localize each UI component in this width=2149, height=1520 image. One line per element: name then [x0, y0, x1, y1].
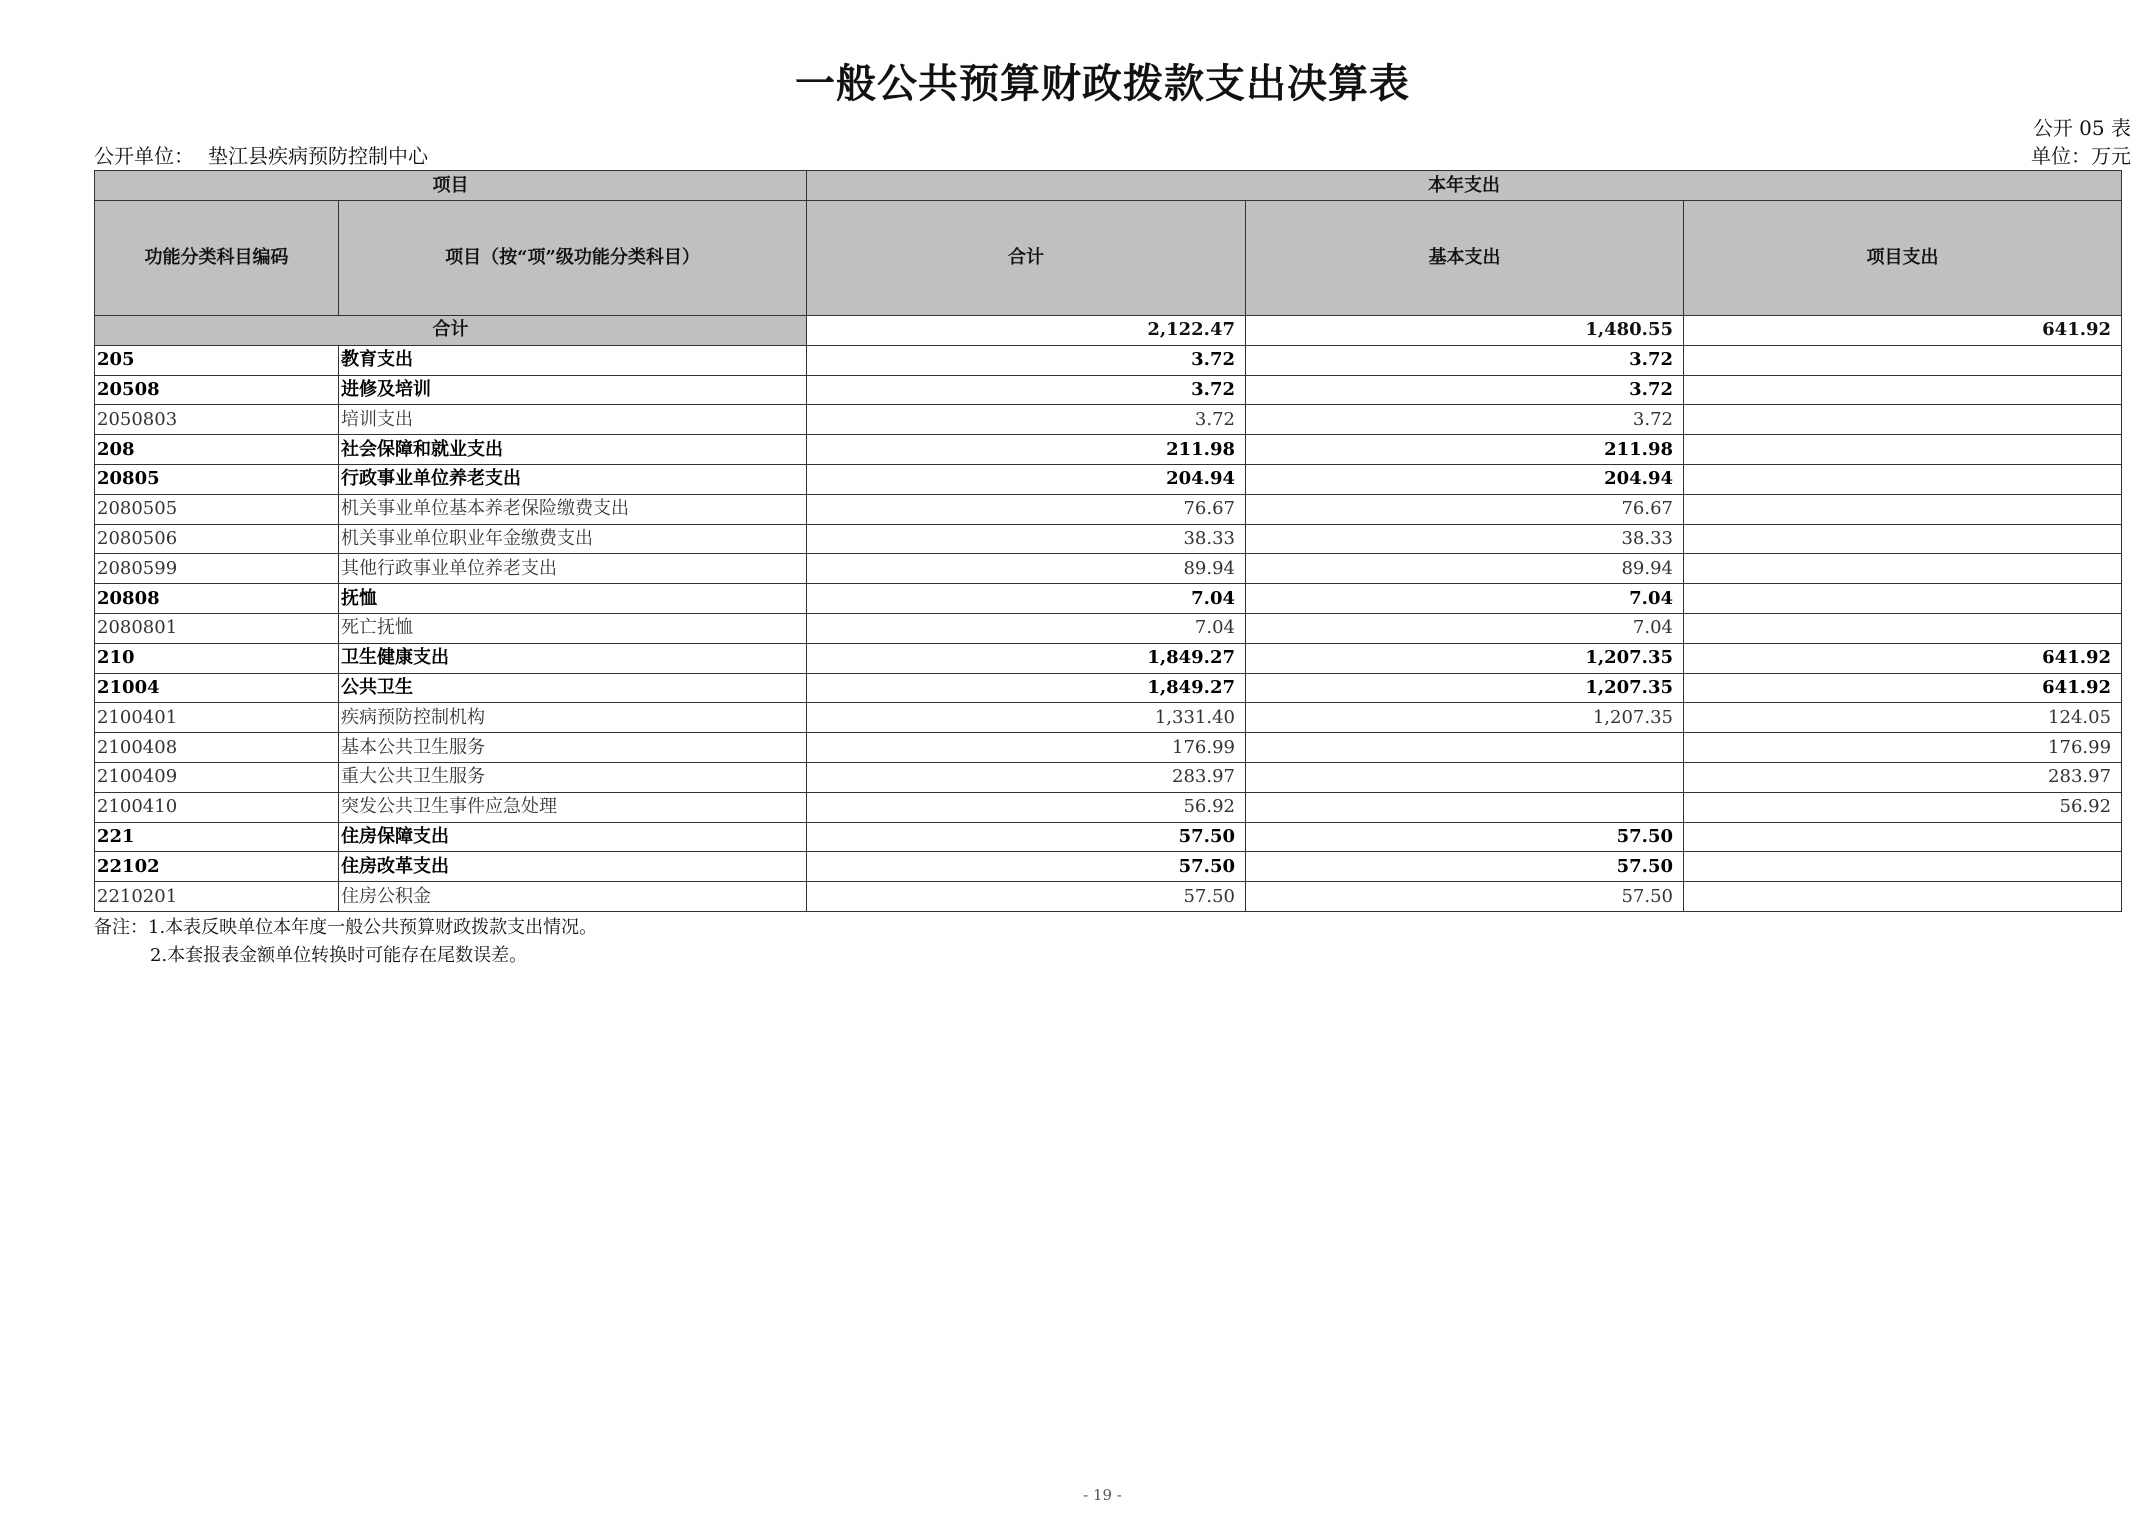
row-name: 机关事业单位职业年金缴费支出 — [339, 524, 807, 554]
row-basic: 89.94 — [1246, 554, 1684, 584]
row-project — [1684, 584, 2122, 614]
row-name: 住房公积金 — [339, 882, 807, 912]
table-row — [95, 792, 2122, 822]
row-project — [1684, 852, 2122, 882]
row-total: 3.72 — [807, 405, 1246, 435]
row-total: 176.99 — [807, 733, 1246, 763]
row-name: 疾病预防控制机构 — [339, 703, 807, 733]
row-basic: 1,207.35 — [1246, 673, 1684, 703]
table-row — [95, 733, 2122, 763]
table-row — [95, 405, 2122, 435]
row-total: 1,331.40 — [807, 703, 1246, 733]
note-1: 备注：1.本表反映单位本年度一般公共预算财政拨款支出情况。 — [94, 917, 598, 938]
row-total: 211.98 — [807, 435, 1246, 465]
row-code: 2100410 — [95, 792, 339, 822]
row-basic: 1,207.35 — [1246, 703, 1684, 733]
row-name: 基本公共卫生服务 — [339, 733, 807, 763]
row-project — [1684, 882, 2122, 912]
row-name: 教育支出 — [339, 345, 807, 375]
row-code: 20808 — [95, 584, 339, 614]
row-total: 1,849.27 — [807, 643, 1246, 673]
header-project: 项目 — [95, 171, 807, 201]
row-name: 突发公共卫生事件应急处理 — [339, 792, 807, 822]
table-row — [95, 375, 2122, 405]
row-project — [1684, 613, 2122, 643]
row-basic: 7.04 — [1246, 613, 1684, 643]
header-current-year: 本年支出 — [807, 171, 2122, 201]
table-row — [95, 882, 2122, 912]
total-label: 合计 — [95, 316, 807, 346]
row-code: 2080801 — [95, 613, 339, 643]
row-project — [1684, 822, 2122, 852]
row-basic: 3.72 — [1246, 405, 1684, 435]
row-total: 204.94 — [807, 464, 1246, 494]
table-row — [95, 673, 2122, 703]
row-code: 2100401 — [95, 703, 339, 733]
row-basic: 211.98 — [1246, 435, 1684, 465]
row-project: 176.99 — [1684, 733, 2122, 763]
note-2: 2.本套报表金额单位转换时可能存在尾数误差。 — [150, 945, 528, 966]
header-basic: 基本支出 — [1246, 201, 1684, 316]
table-body — [95, 316, 2122, 912]
row-project — [1684, 524, 2122, 554]
row-basic — [1246, 733, 1684, 763]
row-project — [1684, 345, 2122, 375]
row-total: 1,849.27 — [807, 673, 1246, 703]
total-row — [95, 316, 2122, 346]
table-number: 公开 05 表 — [2032, 116, 2131, 140]
row-code: 2100409 — [95, 762, 339, 792]
row-project — [1684, 375, 2122, 405]
row-name: 进修及培训 — [339, 375, 807, 405]
row-basic: 38.33 — [1246, 524, 1684, 554]
row-project — [1684, 554, 2122, 584]
row-name: 重大公共卫生服务 — [339, 762, 807, 792]
row-basic: 57.50 — [1246, 882, 1684, 912]
row-code: 21004 — [95, 673, 339, 703]
row-project — [1684, 405, 2122, 435]
table-row — [95, 524, 2122, 554]
row-name: 公共卫生 — [339, 673, 807, 703]
expenditure-table — [94, 170, 2122, 912]
total-sum: 2,122.47 — [807, 316, 1246, 346]
row-total: 283.97 — [807, 762, 1246, 792]
table-row — [95, 584, 2122, 614]
notes — [94, 914, 597, 970]
row-basic: 1,207.35 — [1246, 643, 1684, 673]
row-code: 2080599 — [95, 554, 339, 584]
row-project — [1684, 435, 2122, 465]
row-code: 2210201 — [95, 882, 339, 912]
row-basic: 57.50 — [1246, 822, 1684, 852]
row-total: 38.33 — [807, 524, 1246, 554]
row-basic — [1246, 792, 1684, 822]
row-project: 283.97 — [1684, 762, 2122, 792]
row-basic — [1246, 762, 1684, 792]
row-total: 7.04 — [807, 613, 1246, 643]
row-code: 205 — [95, 345, 339, 375]
header-code: 功能分类科目编码 — [95, 201, 339, 316]
row-name: 培训支出 — [339, 405, 807, 435]
row-name: 机关事业单位基本养老保险缴费支出 — [339, 494, 807, 524]
row-name: 抚恤 — [339, 584, 807, 614]
row-total: 89.94 — [807, 554, 1246, 584]
row-total: 57.50 — [807, 822, 1246, 852]
table-row — [95, 703, 2122, 733]
row-code: 22102 — [95, 852, 339, 882]
row-total: 57.50 — [807, 852, 1246, 882]
row-name: 住房保障支出 — [339, 822, 807, 852]
table-row — [95, 464, 2122, 494]
table-row — [95, 554, 2122, 584]
row-name: 死亡抚恤 — [339, 613, 807, 643]
row-name: 行政事业单位养老支出 — [339, 464, 807, 494]
row-basic: 7.04 — [1246, 584, 1684, 614]
row-code: 20805 — [95, 464, 339, 494]
table-row — [95, 852, 2122, 882]
row-project — [1684, 494, 2122, 524]
row-basic: 204.94 — [1246, 464, 1684, 494]
row-basic: 57.50 — [1246, 852, 1684, 882]
unit-label: 单位：万元 — [2031, 144, 2131, 168]
header-row-1 — [95, 171, 2122, 201]
row-basic: 3.72 — [1246, 375, 1684, 405]
total-basic: 1,480.55 — [1246, 316, 1684, 346]
org-label: 公开单位： — [94, 144, 194, 168]
row-project: 641.92 — [1684, 643, 2122, 673]
page-number: - 19 - — [1083, 1486, 1122, 1504]
table-row — [95, 435, 2122, 465]
page-title: 一般公共预算财政拨款支出决算表 — [795, 60, 1410, 107]
row-code: 208 — [95, 435, 339, 465]
row-project: 56.92 — [1684, 792, 2122, 822]
header-total: 合计 — [807, 201, 1246, 316]
header-project-expenditure: 项目支出 — [1684, 201, 2122, 316]
row-code: 2080505 — [95, 494, 339, 524]
row-name: 社会保障和就业支出 — [339, 435, 807, 465]
row-total: 56.92 — [807, 792, 1246, 822]
table-row — [95, 762, 2122, 792]
org-name: 垫江县疾病预防控制中心 — [208, 144, 428, 168]
row-name: 其他行政事业单位养老支出 — [339, 554, 807, 584]
row-total: 76.67 — [807, 494, 1246, 524]
total-project: 641.92 — [1684, 316, 2122, 346]
row-name: 住房改革支出 — [339, 852, 807, 882]
header-name: 项目（按“项”级功能分类科目） — [339, 201, 807, 316]
row-basic: 76.67 — [1246, 494, 1684, 524]
row-project — [1684, 464, 2122, 494]
row-total: 7.04 — [807, 584, 1246, 614]
row-code: 221 — [95, 822, 339, 852]
org-info — [94, 140, 442, 169]
row-code: 2100408 — [95, 733, 339, 763]
row-project: 124.05 — [1684, 703, 2122, 733]
row-total: 3.72 — [807, 345, 1246, 375]
row-project: 641.92 — [1684, 673, 2122, 703]
row-code: 2050803 — [95, 405, 339, 435]
row-code: 20508 — [95, 375, 339, 405]
table-row — [95, 822, 2122, 852]
row-code: 2080506 — [95, 524, 339, 554]
row-code: 210 — [95, 643, 339, 673]
table-row — [95, 613, 2122, 643]
row-total: 57.50 — [807, 882, 1246, 912]
header-row-2 — [95, 201, 2122, 316]
row-total: 3.72 — [807, 375, 1246, 405]
table-row — [95, 345, 2122, 375]
table-row — [95, 494, 2122, 524]
table-row — [95, 643, 2122, 673]
row-basic: 3.72 — [1246, 345, 1684, 375]
row-name: 卫生健康支出 — [339, 643, 807, 673]
